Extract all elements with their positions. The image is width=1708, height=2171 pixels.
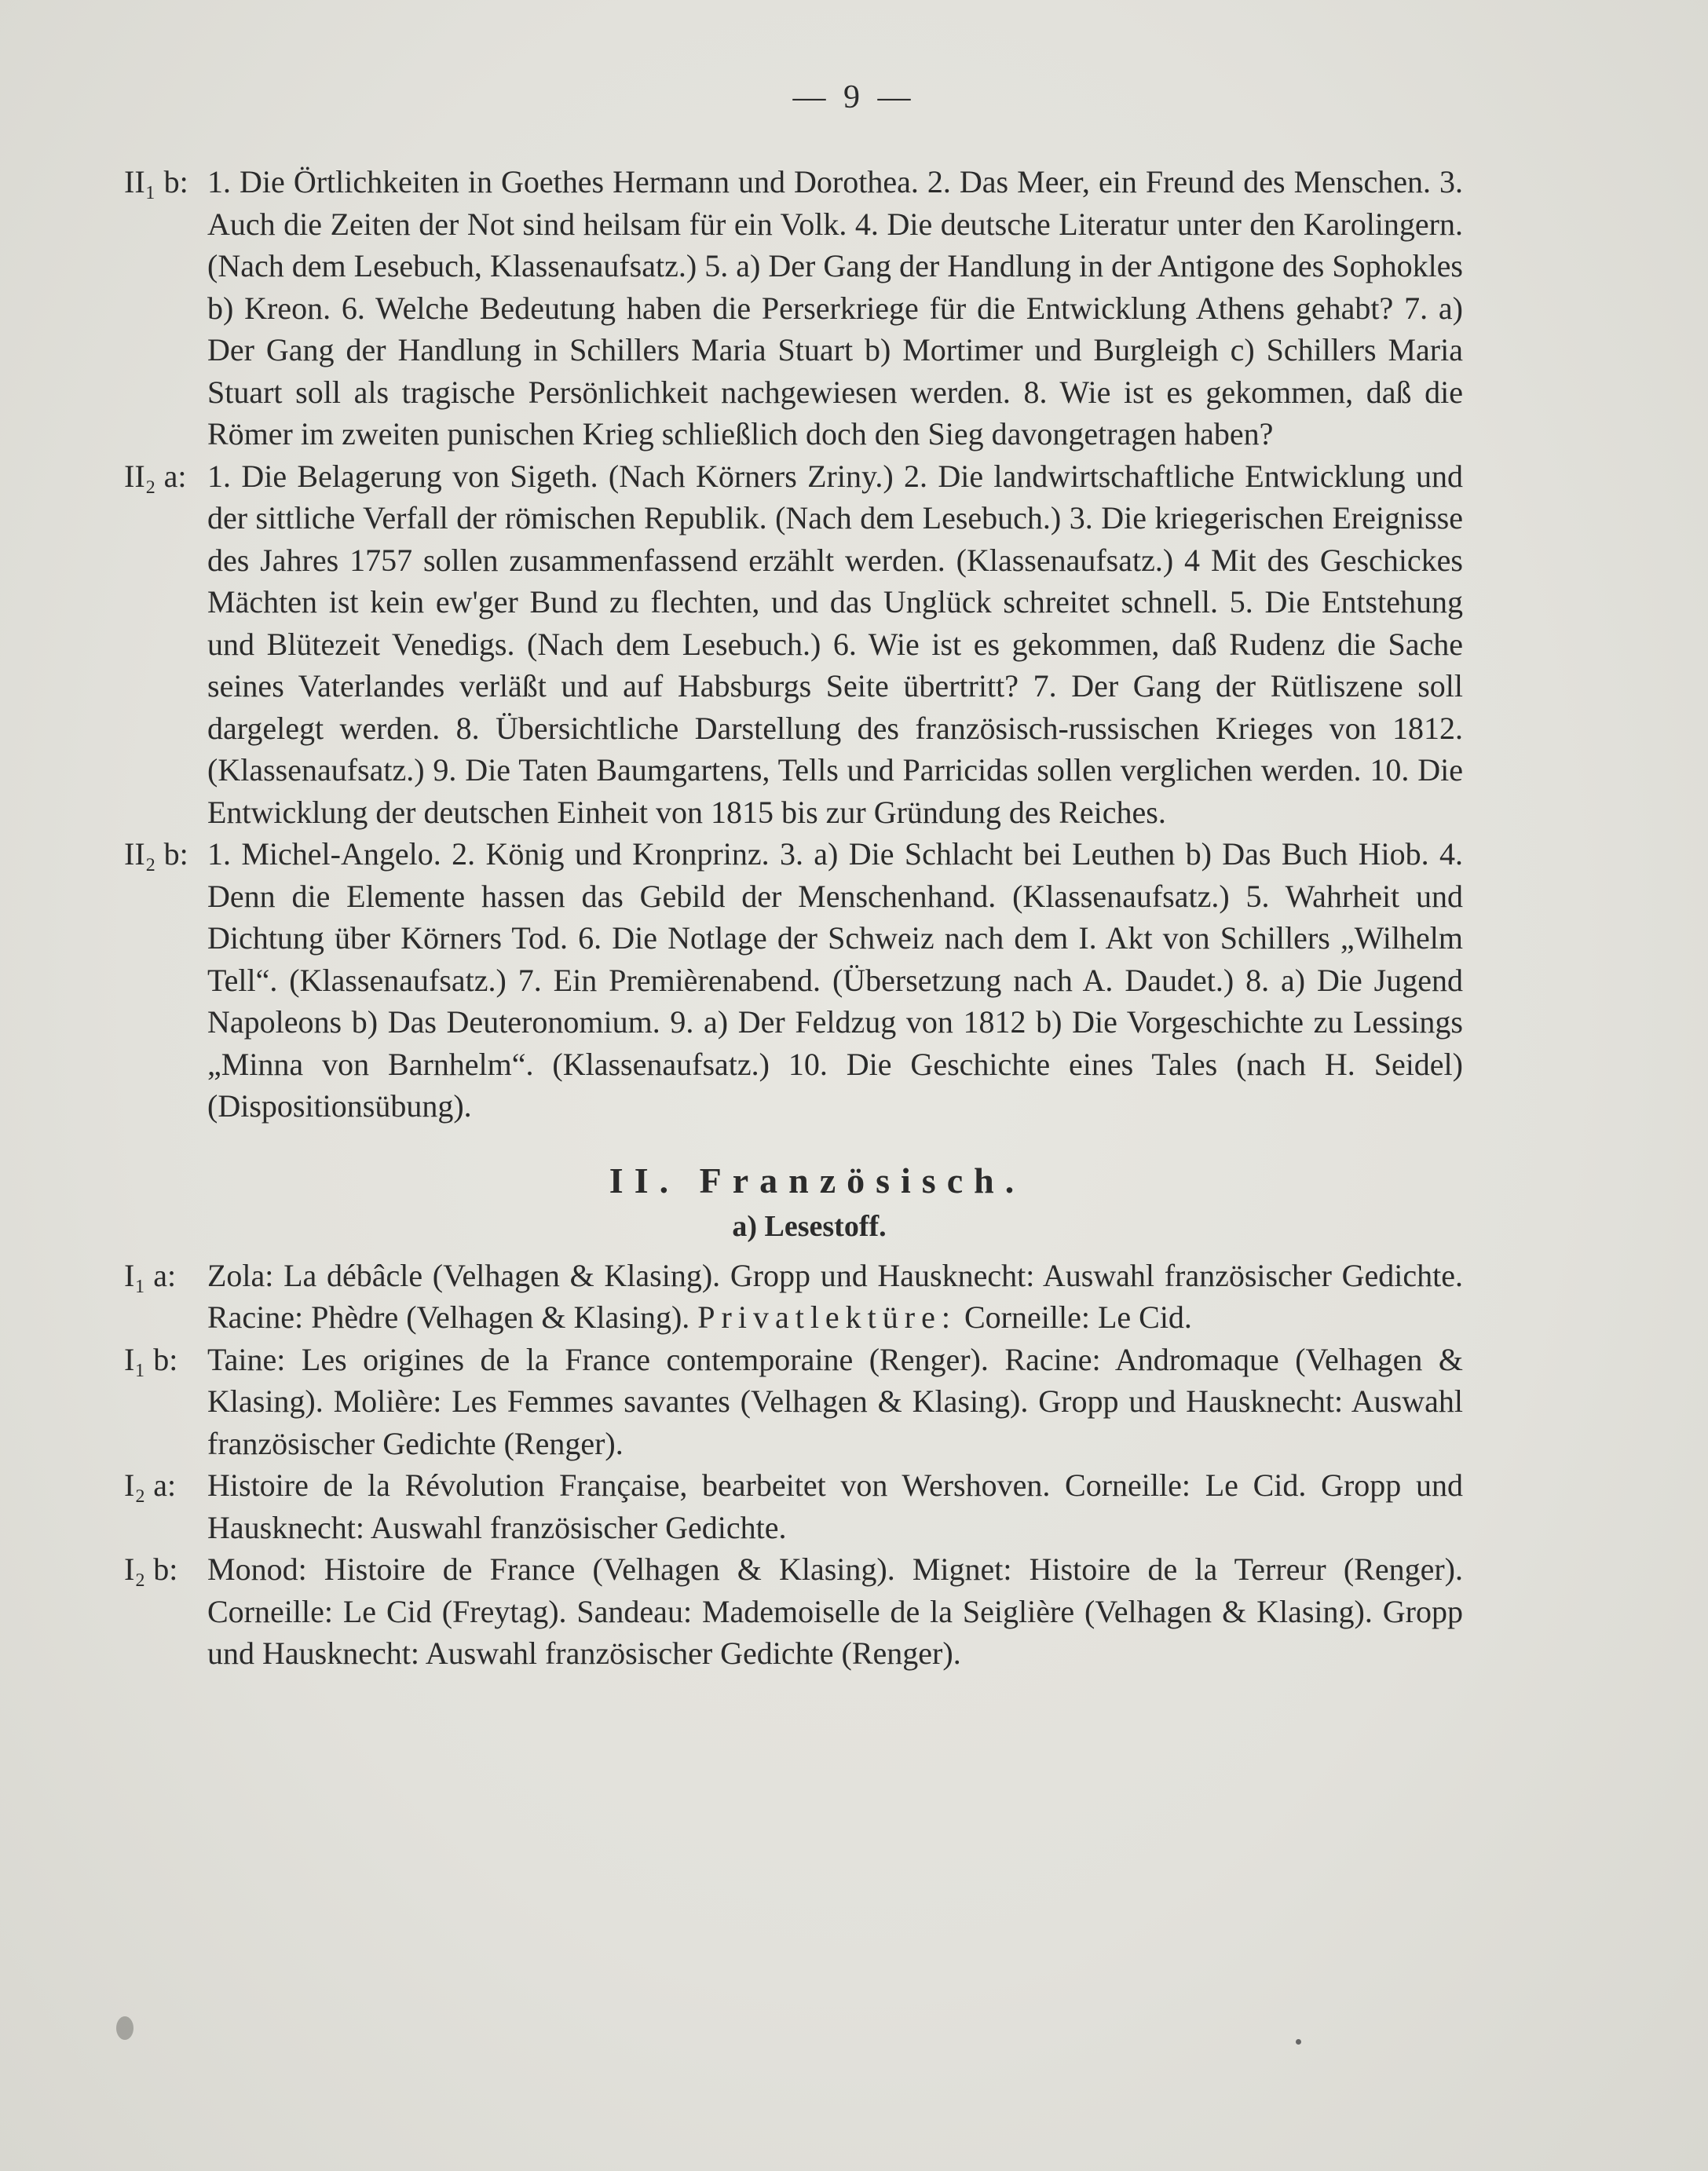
subsection-heading: a) Lesestoff. xyxy=(732,1209,887,1243)
page-number: — 9 — xyxy=(792,79,916,115)
entry-text: 1. Die Örtlichkeiten in Goethes Hermann und Dorothea. 2. Das Meer, ein Freund des Menschen. 3. Auch die Zeiten der Not sind heilsam für ein Volk. 4. Die deutsche Literatur unter den Karolingern. (Nach dem Lesebuch, Klassenaufsatz.) 5. a) Der Gang der Handlung in der Antigone des Sophokles b) Kreon. 6. Welche Bedeutung haben die Perserkriege für die Entwicklung Athens gehabt? 7. a) Der Gang der Handlung in Schillers Maria Stuart b) Mortimer und Burgleigh c) Schillers Maria Stuart soll als tragische Persönlichkeit nachgewiesen werden. 8. Wie ist es gekommen, daß die Römer im zweiten punischen Krieg schließlich doch den Sieg davongetragen haben? xyxy=(207,164,1463,451)
entry-text-part: Zola: La débâcle (Velhagen & Klasing). Gropp und Hausknecht: Auswahl französischer Gedichte. Racine: Phèdre (Velhagen & Klasing). xyxy=(207,1257,1463,1335)
class-label: I₂ b: xyxy=(124,1551,178,1587)
entry-text xyxy=(207,1255,1463,1339)
class-label: I₂ a: xyxy=(124,1467,177,1503)
list-item xyxy=(124,1548,1463,1675)
entry-text: Taine: Les origines de la France contemporaine (Renger). Racine: Andromaque (Velhagen & Klasing). Molière: Les Femmes savantes (Velhagen & Klasing). Gropp und Hausknecht: Auswahl französischer Gedichte (Renger). xyxy=(207,1341,1463,1461)
entry-text: 1. Die Belagerung von Sigeth. (Nach Körners Zriny.) 2. Die landwirtschaftliche Entwicklung und der sittliche Verfall der römischen Republik. (Nach dem Lesebuch.) 3. Die kriegerischen Ereignisse des Jahres 1757 sollen zusammenfassend erzählt werden. (Klassenaufsatz.) 4 Mit des Geschickes Mächten ist kein ew'ger Bund zu flechten, und das Unglück schreitet schnell. 5. Die Entstehung und Blütezeit Venedigs. (Nach dem Lesebuch.) 6. Wie ist es gekommen, daß Rudenz die Sache seines Vaterlandes verläßt und auf Habsburgs Seite übertritt? 7. Der Gang der Rütliszene soll dargelegt werden. 8. Übersichtliche Darstellung des französisch-russischen Krieges von 1812. (Klassenaufsatz.) 9. Die Taten Baumgartens, Tells und Parricidas sollen verglichen werden. 10. Die Entwicklung der deutschen Einheit von 1815 bis zur Gründung des Reiches. xyxy=(207,458,1463,830)
list-item xyxy=(124,455,1463,834)
class-label: II₂ b: xyxy=(124,836,188,872)
entry-text-part: Corneille: Le Cid. xyxy=(956,1299,1192,1335)
class-label: I₁ a: xyxy=(124,1257,177,1293)
class-label: I₁ b: xyxy=(124,1341,178,1377)
ink-dot xyxy=(1296,2039,1301,2045)
list-item xyxy=(124,1464,1463,1548)
essay-topics-list xyxy=(124,161,1463,1675)
list-item xyxy=(124,161,1463,455)
entry-text: Histoire de la Révolution Française, bearbeitet von Wershoven. Corneille: Le Cid. Gropp und Hausknecht: Auswahl französischer Gedichte. xyxy=(207,1467,1463,1545)
list-item xyxy=(124,1255,1463,1339)
section-heading: II. Französisch. xyxy=(609,1160,1026,1201)
entry-text: 1. Michel-Angelo. 2. König und Kronprinz. 3. a) Die Schlacht bei Leuthen b) Das Buch Hiob. 4. Denn die Elemente hassen das Gebild der Menschenhand. (Klassenaufsatz.) 5. Wahrheit und Dichtung über Körners Tod. 6. Die Notlage der Schweiz nach dem I. Akt von Schillers „Wilhelm Tell“. (Klassenaufsatz.) 7. Ein Premièrenabend. (Übersetzung nach A. Daudet.) 8. a) Die Jugend Napoleons b) Das Deuteronomium. 9. a) Der Feldzug von 1812 b) Die Vorgeschichte zu Lessings „Minna von Barnhelm“. (Klassenaufsatz.) 10. Die Geschichte eines Tales (nach H. Seidel) (Dispositionsübung). xyxy=(207,836,1463,1124)
class-label: II₂ a: xyxy=(124,458,187,494)
class-label: II₁ b: xyxy=(124,164,188,199)
ink-smudge xyxy=(116,2016,133,2040)
list-item xyxy=(124,833,1463,1128)
list-item xyxy=(124,1339,1463,1465)
entry-text: Monod: Histoire de France (Velhagen & Klasing). Mignet: Histoire de la Terreur (Renger). Corneille: Le Cid (Freytag). Sandeau: Mademoiselle de la Seiglière (Velhagen & Klasing). Gropp und Hausknecht: Auswahl französischer Gedichte (Renger). xyxy=(207,1551,1463,1671)
private-reading-label: Privatlektüre: xyxy=(697,1299,956,1335)
